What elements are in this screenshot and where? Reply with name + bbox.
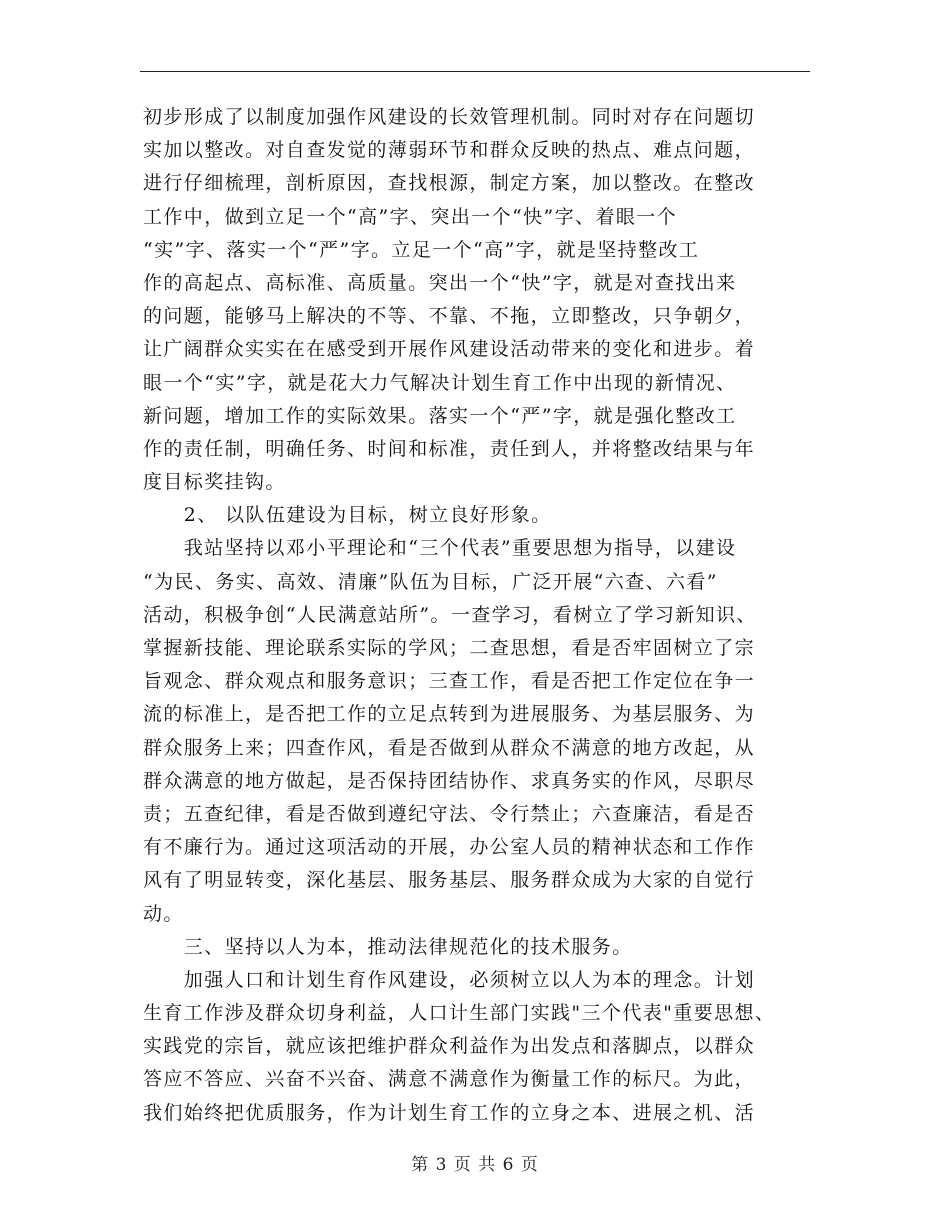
- text-line: “为民、务实、高效、清廉”队伍为目标，广泛开展“六查、六看”: [143, 570, 718, 593]
- text-line: 度目标奖挂钩。: [143, 471, 286, 494]
- page-footer: 第 3 页 共 6 页: [411, 1155, 539, 1175]
- text-line: 我们始终把优质服务，作为计划生育工作的立身之本、进展之机、活: [143, 1101, 756, 1124]
- text-line: 三、坚持以人为本，推动法律规范化的技术服务。: [143, 935, 633, 958]
- text-line: 作的责任制，明确任务、时间和标准，责任到人，并将整改结果与年: [143, 437, 756, 460]
- text-line: 风有了明显转变，深化基层、服务基层、服务群众成为大家的自觉行: [143, 869, 756, 892]
- text-line: “实”字、落实一个“严”字。立足一个“高”字，就是坚持整改工: [143, 238, 700, 261]
- text-line: 活动，积极争创“人民满意站所”。一查学习，看树立了学习新知识、: [143, 603, 757, 626]
- text-line: 眼一个“实”字，就是花大力气解决计划生育工作中出现的新情况、: [143, 371, 737, 394]
- text-line: 群众满意的地方做起，是否保持团结协作、求真务实的作风，尽职尽: [143, 769, 756, 792]
- text-line: 工作中，做到立足一个“高”字、突出一个“快”字、着眼一个: [143, 205, 678, 228]
- text-line: 的问题，能够马上解决的不等、不靠、不拖，立即整改，只争朝夕，: [143, 305, 756, 328]
- text-line: 动。: [143, 902, 184, 925]
- text-line: 我站坚持以邓小平理论和“三个代表”重要思想为指导，以建设: [143, 537, 737, 560]
- text-line: 实践党的宗旨，就应该把维护群众利益作为出发点和落脚点，以群众: [143, 1035, 756, 1058]
- text-line: 流的标准上，是否把工作的立足点转到为进展服务、为基层服务、为: [143, 703, 756, 726]
- text-line: 群众服务上来；四查作风，看是否做到从群众不满意的地方改起，从: [143, 736, 756, 759]
- header-rule: [140, 71, 810, 72]
- document-body: [143, 101, 803, 1130]
- text-line: 答应不答应、兴奋不兴奋、满意不满意作为衡量工作的标尺。为此，: [143, 1068, 756, 1091]
- text-line: 2、 以队伍建设为目标，树立良好形象。: [143, 504, 552, 527]
- text-line: 初步形成了以制度加强作风建设的长效管理机制。同时对存在问题切: [143, 106, 756, 128]
- text-line: 责；五查纪律，看是否做到遵纪守法、令行禁止；六查廉洁，看是否: [143, 802, 756, 825]
- text-line: 进行仔细梳理，剖析原因，查找根源，制定方案，加以整改。在整改: [143, 172, 756, 195]
- text-line: 掌握新技能、理论联系实际的学风；二查思想，看是否牢固树立了宗: [143, 637, 756, 659]
- text-line: 旨观念、群众观点和服务意识；三查工作，看是否把工作定位在争一: [143, 670, 756, 693]
- text-line: 实加以整改。对自查发觉的薄弱环节和群众反映的热点、难点问题，: [143, 139, 756, 162]
- text-line: 加强人口和计划生育作风建设，必须树立以人为本的理念。计划: [143, 968, 756, 991]
- text-line: 新问题，增加工作的实际效果。落实一个“严”字，就是强化整改工: [143, 404, 737, 427]
- text-line: 作的高起点、高标准、高质量。突出一个“快”字，就是对查找出来: [143, 271, 737, 294]
- text-line: 让广阔群众实实在在感受到开展作风建设活动带来的变化和进步。着: [143, 338, 756, 361]
- text-line: 有不廉行为。通过这项活动的开展，办公室人员的精神状态和工作作: [143, 836, 756, 859]
- text-line: 生育工作涉及群众切身利益，人口计生部门实践"三个代表"重要思想、: [143, 1002, 776, 1025]
